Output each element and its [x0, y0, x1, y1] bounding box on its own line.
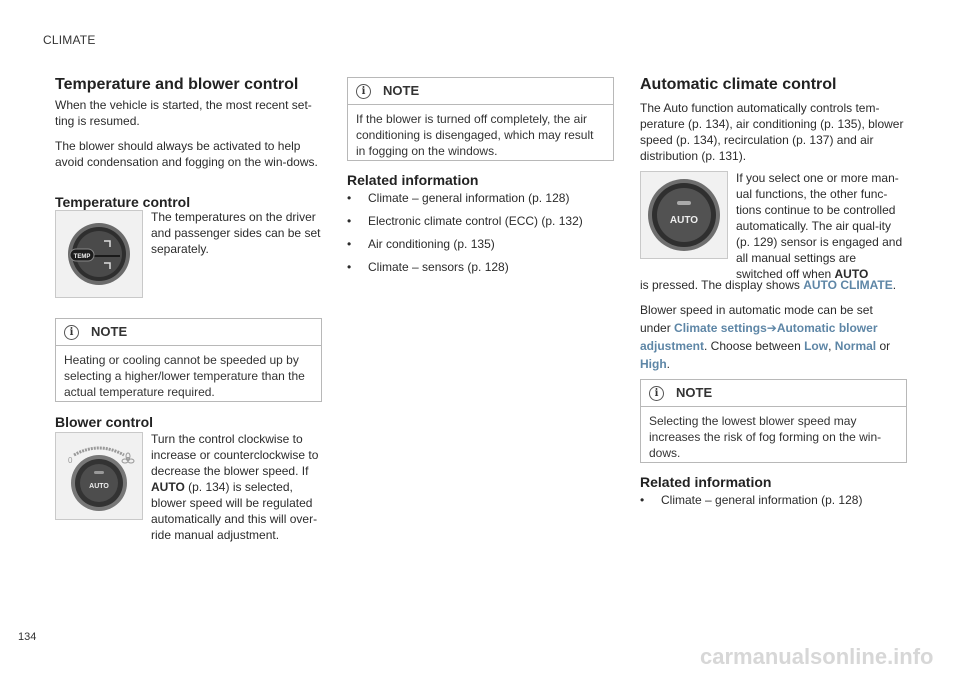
- related-info-section: [347, 172, 613, 282]
- column-1: [55, 76, 321, 179]
- note-box: [55, 318, 322, 402]
- note-title: NOTE: [91, 324, 128, 339]
- note-box: [640, 379, 907, 463]
- info-icon: i: [64, 325, 79, 340]
- note-title: NOTE: [383, 83, 420, 98]
- temperature-knob-icon: [56, 211, 142, 297]
- auto-button-icon: [641, 172, 727, 258]
- note-header: [56, 319, 321, 346]
- note-box: [347, 77, 614, 161]
- paragraph: The Auto function automatically controls tem-perature (p. 134), air conditioning (p. 135), blower speed (p. 134), recirculation (p. 137) and air distribution (p. 131).: [640, 101, 904, 163]
- arrow-right-icon: ➔: [766, 321, 777, 335]
- auto-description: If you select one or more man-ual functions, the other func-tions continue to be controlled automatically. The air qual-ity (p. 129) sensor is engaged and all manual settings are switched off when AUTO: [736, 171, 903, 281]
- note-title: NOTE: [676, 385, 713, 400]
- related-info-section: [640, 474, 906, 515]
- blower-control-image: [55, 432, 143, 520]
- running-header: CLIMATE: [43, 33, 96, 47]
- auto-label: AUTO: [834, 267, 869, 281]
- blower-text-cont: (p. 134) is selected, blower speed will be regulated automatically and this will over-ride manual adjustment.: [151, 480, 318, 542]
- page-number: 134: [18, 631, 37, 643]
- list-item[interactable]: • Air conditioning (p. 135): [347, 237, 495, 251]
- section-title: Automatic climate control: [640, 76, 837, 93]
- blower-description: [151, 431, 323, 543]
- temperature-control-image: [55, 210, 143, 298]
- blower-knob-label: AUTO: [89, 483, 109, 490]
- list-item[interactable]: • Electronic climate control (ECC) (p. 132): [347, 214, 583, 228]
- column-3: [640, 76, 906, 173]
- blower-speed-paragraph: Blower speed in automatic mode can be set under Climate settings➔Automatic blower adjustment. Choose between Low, Normal or High.: [640, 303, 891, 371]
- auto-label: AUTO: [151, 480, 185, 494]
- auto-description-cont: is pressed. The display shows AUTO CLIMATE.: [640, 278, 897, 292]
- related-list: [640, 492, 906, 508]
- paragraph: When the vehicle is started, the most recent set-ting is resumed.: [55, 98, 312, 128]
- note-text: Heating or cooling cannot be speeded up by selecting a higher/lower temperature than the actual temperature required.: [64, 353, 305, 399]
- note-text: If the blower is turned off completely, the air conditioning is disengaged, which may result in fogging on the windows.: [356, 112, 594, 158]
- related-heading: Related information: [640, 474, 772, 490]
- option-low: Low: [804, 339, 829, 353]
- menu-path-blower-adjustment: Automatic blower adjustment: [640, 321, 878, 353]
- temperature-description: The temperatures on the driver and passenger sides can be set separately.: [151, 210, 321, 256]
- subheading-temperature: Temperature control: [55, 194, 191, 210]
- paragraph: The blower should always be activated to help avoid condensation and fogging on the win-dows.: [55, 139, 318, 169]
- list-item[interactable]: • Climate – sensors (p. 128): [347, 260, 509, 274]
- auto-button-label: AUTO: [669, 215, 699, 226]
- menu-path-climate-settings: Climate settings: [674, 321, 767, 335]
- option-high: High: [640, 357, 667, 371]
- blower-text: Turn the control clockwise to increase or counterclockwise to decrease the blower speed. If: [151, 432, 319, 478]
- info-icon: i: [649, 386, 664, 401]
- note-header: [641, 380, 906, 407]
- list-item[interactable]: • Climate – general information (p. 128): [347, 191, 570, 205]
- info-icon: i: [356, 84, 371, 99]
- svg-text:0: 0: [68, 456, 73, 465]
- subheading-blower: Blower control: [55, 414, 154, 430]
- list-item[interactable]: • Climate – general information (p. 128): [640, 493, 863, 507]
- blower-knob-icon: [56, 433, 142, 519]
- option-normal: Normal: [834, 339, 877, 353]
- auto-button-image: [640, 171, 728, 259]
- note-header: [348, 78, 613, 105]
- related-list: [347, 190, 613, 275]
- section-title: Temperature and blower control: [55, 76, 299, 93]
- watermark: carmanualsonline.info: [700, 644, 934, 669]
- temp-knob-label: TEMP: [73, 254, 91, 260]
- related-heading: Related information: [347, 172, 479, 188]
- note-text: Selecting the lowest blower speed may increases the risk of fog forming on the win-dows.: [649, 414, 882, 460]
- display-text: AUTO CLIMATE: [803, 278, 893, 292]
